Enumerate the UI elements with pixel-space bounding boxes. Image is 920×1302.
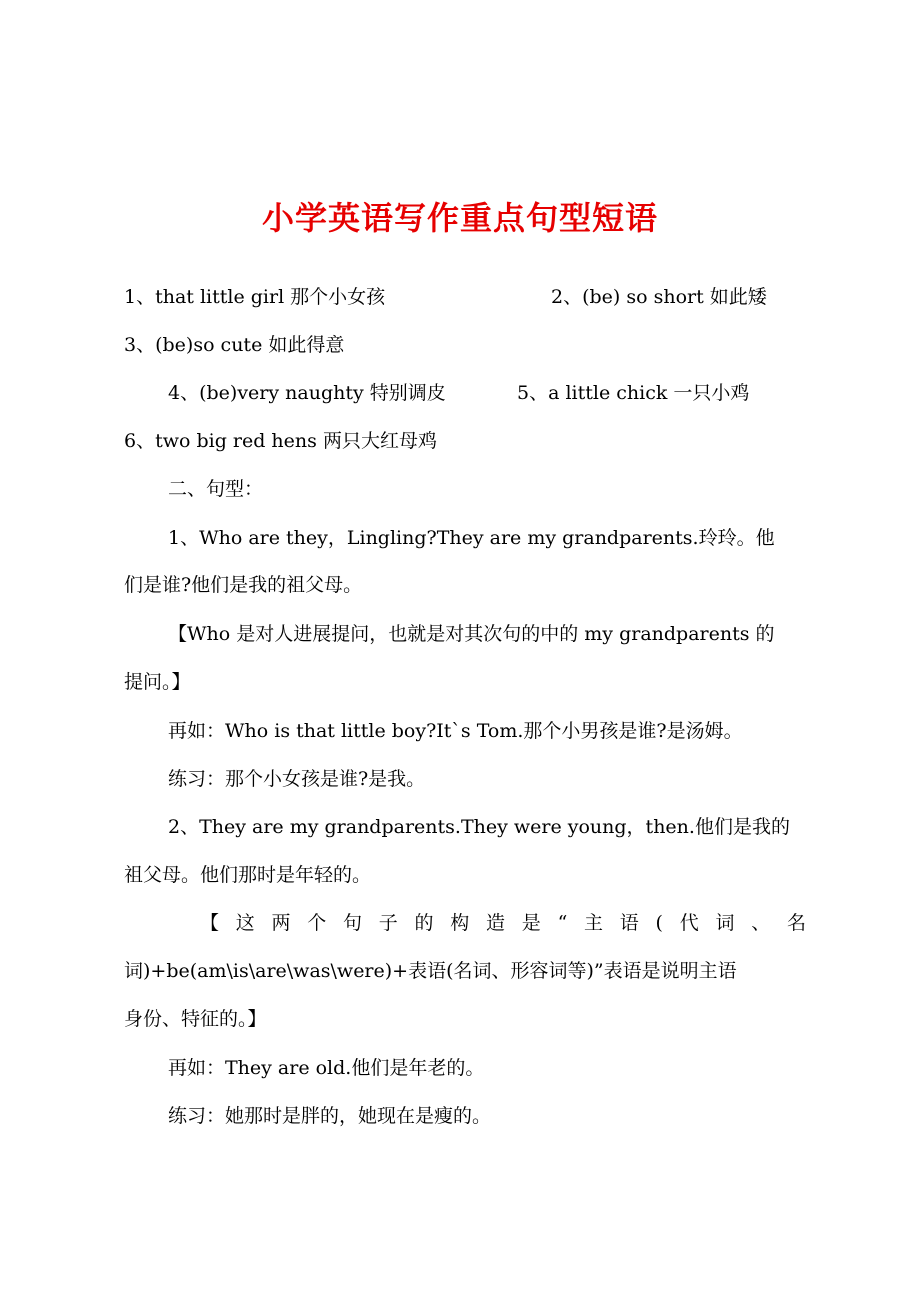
text-line: 【Who 是对人进展提问，也就是对其次句的中的 my grandparents 的 [168,623,775,645]
document-title: 小学英语写作重点句型短语 [261,199,658,237]
text-line: 身份、特征的。】 [124,1008,267,1030]
section-heading: 二、句型： [168,478,264,500]
text-line: 们是谁?他们是我的祖父母。 [124,574,363,596]
phrase-6: 6、two big red hens 两只大红母鸡 [124,430,437,452]
text-line: 再如：They are old.他们是年老的。 [168,1057,485,1079]
phrase-1: 1、that little girl 那个小女孩 [124,286,386,308]
text-line: 词)+be(am\is\are\was\were)+表语(名词、形容词等)”表语是说明主语 [124,960,737,982]
text-line: 【这两个句子的构造是“主语(代词、名 [200,912,806,934]
text-line: 提问。】 [124,671,191,693]
text-line: 练习：她那时是胖的，她现在是瘦的。 [168,1105,492,1127]
phrase-4: 4、(be)very naughty 特别调皮 [168,382,446,404]
text-line: 再如：Who is that little boy?It`s Tom.那个小男孩是谁?是汤姆。 [168,720,743,742]
text-line: 2、They are my grandparents.They were young，then.他们是我的 [168,816,790,838]
text-line: 1、Who are they，Lingling?They are my grandparents.玲玲。他 [168,527,775,549]
phrase-5: 5、a little chick 一只小鸡 [517,382,750,404]
phrase-3: 3、(be)so cute 如此得意 [124,334,345,356]
text-line: 祖父母。他们那时是年轻的。 [124,864,372,886]
text-line: 练习：那个小女孩是谁?是我。 [168,768,426,790]
phrase-2: 2、(be) so short 如此矮 [551,286,767,308]
